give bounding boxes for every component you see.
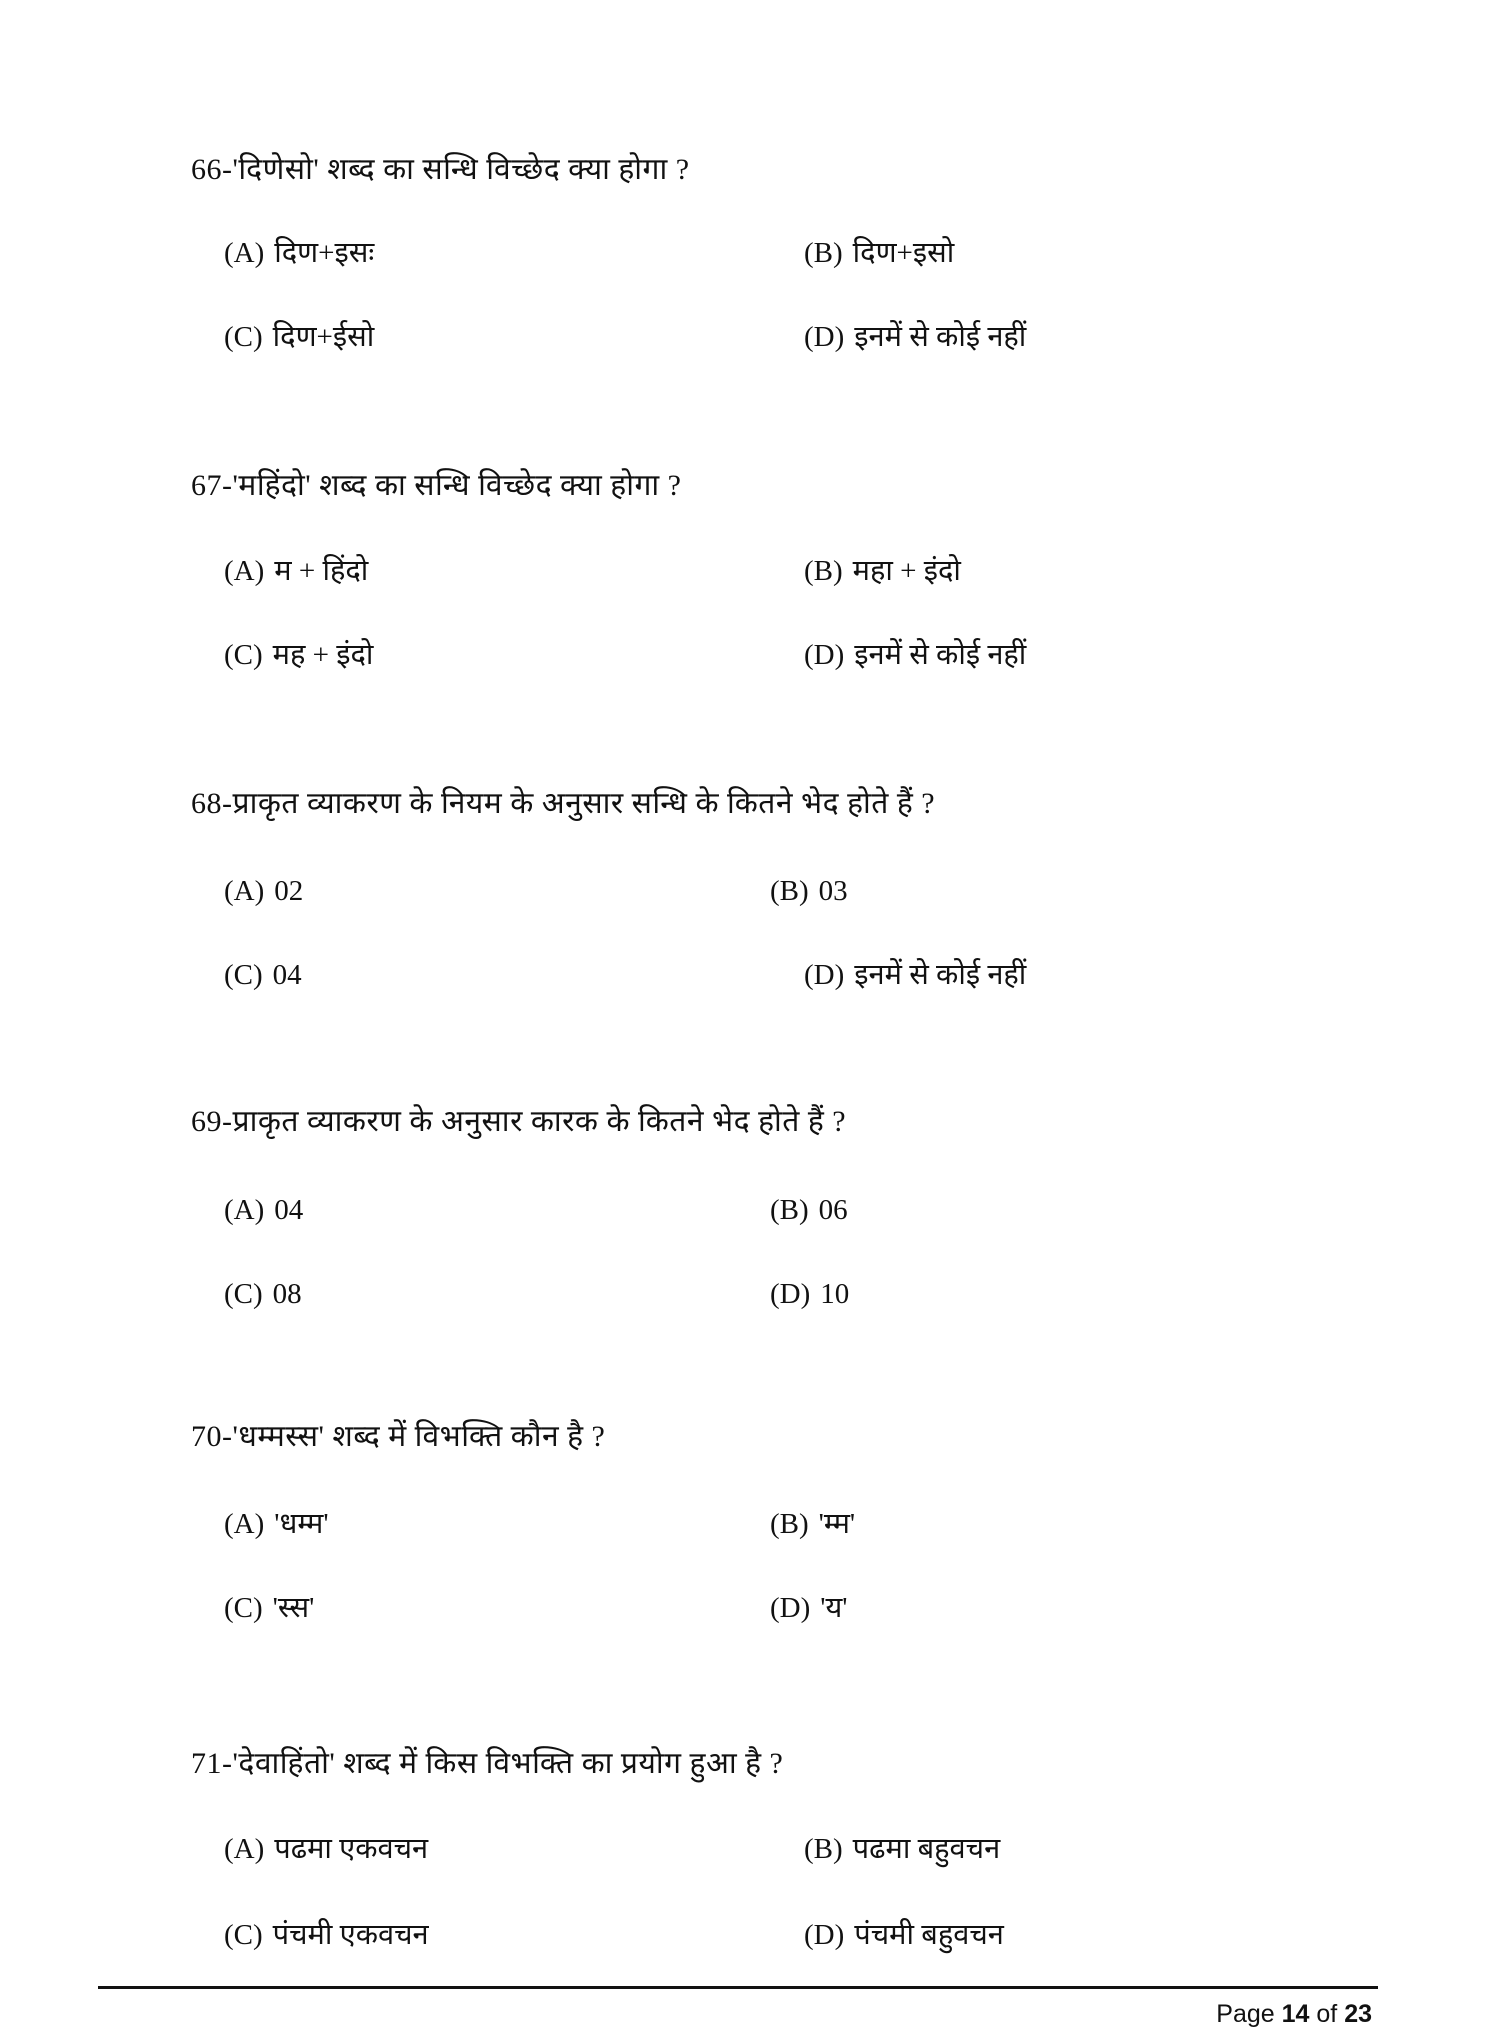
option-b: [770, 1504, 855, 1544]
option-a: [224, 1829, 428, 1869]
option-b: [804, 1829, 1000, 1869]
option-b: [804, 551, 961, 591]
option-label: (A): [224, 1194, 265, 1226]
option-text: म + हिंदो: [274, 555, 369, 587]
option-label: (B): [804, 555, 843, 587]
option-a: [224, 551, 368, 591]
question-number: 70-: [191, 1420, 233, 1453]
option-b: [770, 1190, 848, 1230]
option-label: (C): [224, 1278, 263, 1310]
option-text: 08: [272, 1278, 302, 1310]
current-page: 14: [1281, 2000, 1310, 2028]
option-label: (B): [804, 1833, 843, 1865]
option-text: 'स्स': [272, 1592, 315, 1624]
option-label: (B): [770, 1194, 809, 1226]
question-text: प्राकृत व्याकरण के अनुसार कारक के कितने भेद होते हैं ?: [232, 1105, 847, 1138]
option-text: इनमें से कोई नहीं: [854, 321, 1027, 353]
option-a: [224, 871, 303, 911]
option-text: पंचमी बहुवचन: [854, 1919, 1004, 1951]
option-b: [804, 233, 954, 273]
option-text: दिण+इसो: [852, 237, 955, 269]
question-number: 67-: [191, 469, 233, 502]
option-label: (C): [224, 321, 263, 353]
question-69: [191, 1102, 846, 1142]
page-number: [1216, 1996, 1372, 2032]
question-number: 66-: [191, 153, 233, 186]
question-66: [191, 150, 690, 190]
question-70: [191, 1417, 605, 1457]
option-d: [770, 1588, 848, 1628]
option-a: [224, 1504, 329, 1544]
option-c: [224, 317, 374, 357]
option-text: दिण+ईसो: [272, 321, 375, 353]
option-text: पढमा एकवचन: [274, 1833, 429, 1865]
option-label: (A): [224, 1508, 265, 1540]
option-d: [770, 1274, 849, 1314]
option-c: [224, 1274, 302, 1314]
option-d: [804, 317, 1026, 357]
option-b: [770, 871, 848, 911]
option-label: (C): [224, 639, 263, 671]
question-text: प्राकृत व्याकरण के नियम के अनुसार सन्धि के कितने भेद होते हैं ?: [232, 787, 936, 820]
option-label: (A): [224, 1833, 265, 1865]
option-a: [224, 1190, 303, 1230]
option-text: पंचमी एकवचन: [272, 1919, 429, 1951]
option-text: पढमा बहुवचन: [852, 1833, 1001, 1865]
option-label: (A): [224, 875, 265, 907]
question-text: 'दिणेसो' शब्द का सन्धि विच्छेद क्या होगा ?: [232, 153, 690, 186]
option-label: (D): [804, 321, 845, 353]
option-text: 06: [818, 1194, 848, 1226]
question-number: 71-: [191, 1747, 233, 1780]
option-d: [804, 955, 1026, 995]
option-c: [224, 1588, 314, 1628]
option-text: 'धम्म': [274, 1508, 329, 1540]
total-pages: 23: [1344, 2000, 1372, 2028]
option-d: [804, 635, 1026, 675]
question-text: 'धम्मस्स' शब्द में विभक्ति कौन है ?: [232, 1420, 606, 1453]
option-text: दिण+इसः: [274, 237, 375, 269]
option-label: (D): [804, 639, 845, 671]
option-label: (C): [224, 1592, 263, 1624]
option-label: (D): [804, 959, 845, 991]
option-text: 03: [818, 875, 848, 907]
question-text: 'देवाहिंतो' शब्द में किस विभक्ति का प्रयोग हुआ है ?: [232, 1747, 784, 1780]
option-label: (D): [770, 1278, 811, 1310]
footer-divider: [98, 1986, 1378, 1989]
option-label: (C): [224, 1919, 263, 1951]
option-text: 04: [274, 1194, 304, 1226]
option-text: महा + इंदो: [852, 555, 961, 587]
option-text: 10: [820, 1278, 850, 1310]
option-text: इनमें से कोई नहीं: [854, 639, 1027, 671]
option-label: (C): [224, 959, 263, 991]
option-label: (D): [770, 1592, 811, 1624]
option-text: 02: [274, 875, 304, 907]
option-label: (D): [804, 1919, 845, 1951]
option-text: 'य': [820, 1592, 848, 1624]
option-label: (B): [804, 237, 843, 269]
option-label: (A): [224, 237, 265, 269]
of-word: of: [1316, 2000, 1338, 2028]
question-number: 68-: [191, 787, 233, 820]
question-text: 'महिंदो' शब्द का सन्धि विच्छेद क्या होगा ?: [232, 469, 682, 502]
option-c: [224, 955, 302, 995]
question-67: [191, 466, 681, 506]
option-text: इनमें से कोई नहीं: [854, 959, 1027, 991]
option-d: [804, 1915, 1004, 1955]
option-label: (B): [770, 875, 809, 907]
option-label: (A): [224, 555, 265, 587]
question-number: 69-: [191, 1105, 233, 1138]
option-text: मह + इंदो: [272, 639, 374, 671]
option-a: [224, 233, 374, 273]
question-68: [191, 784, 935, 824]
option-text: 'म्म': [818, 1508, 856, 1540]
question-71: [191, 1744, 783, 1784]
page-word: Page: [1216, 2000, 1275, 2028]
option-c: [224, 1915, 429, 1955]
option-c: [224, 635, 373, 675]
option-label: (B): [770, 1508, 809, 1540]
option-text: 04: [272, 959, 302, 991]
